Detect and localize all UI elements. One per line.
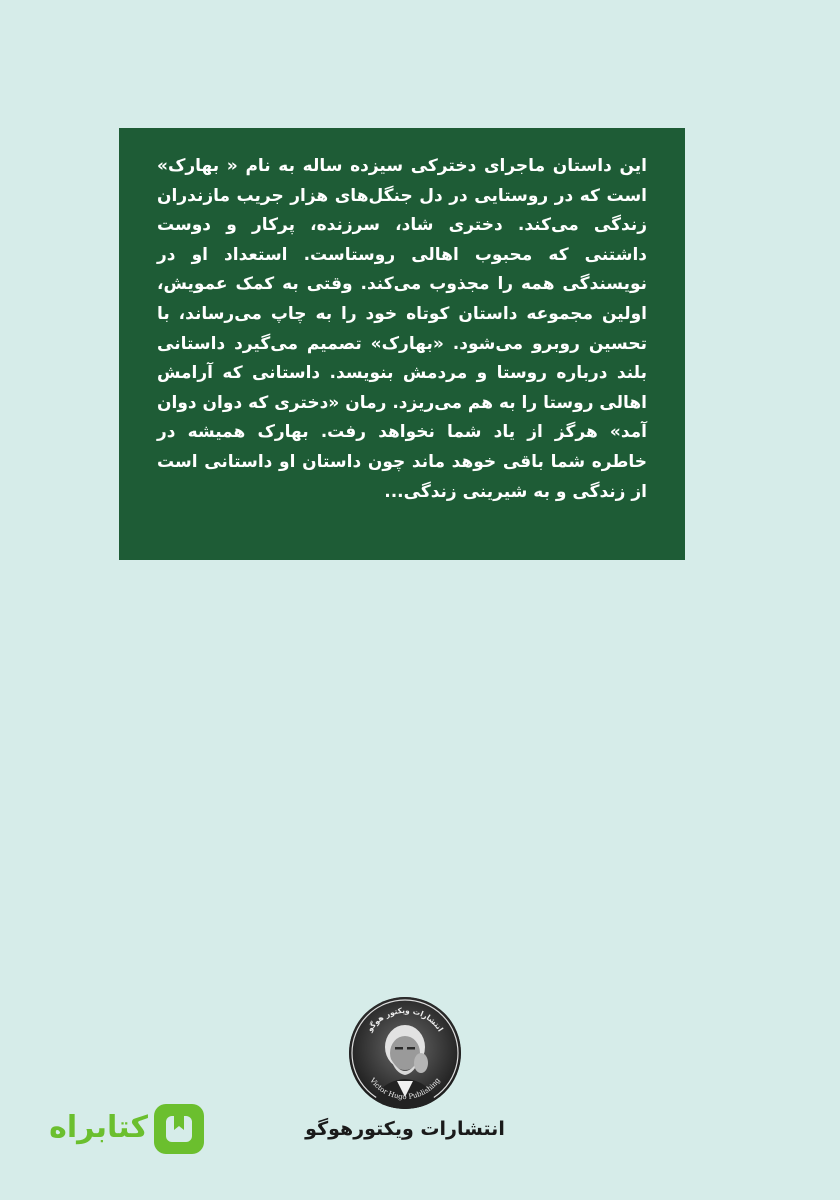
emblem-bottom-text: Victor Hugo Publishing: [368, 1076, 442, 1102]
blurb-box: [119, 128, 685, 560]
store-logo-text: کتابراه: [49, 1110, 148, 1145]
book-description: این داستان ماجرای دخترکی سیزده ساله به نام « بهارک» است که در روستایی در دل جنگل‌های هزار جریب مازندران زندگی می‌کند. دختری شاد، سرزنده، پرکار و دوست داشتنی که محبوب اهالی روستاست. استعداد او در نویسندگی همه را مجذوب می‌کند. وقتی به کمک عمویش، اولین مجموعه داستان کوتاه خود را به چاپ می‌رساند، با تحسین روبرو می‌شود. «بهارک» تصمیم می‌گیرد داستانی بلند درباره روستا و مردمش بنویسد. داستانی که آرامش اهالی روستا را به هم می‌ریزد. رمان «دختری که دوان دوان آمد» هرگز از یاد شما نخواهد رفت. بهارک همیشه در خاطره شما باقی خوهد ماند چون داستان او داستانی است از زندگی و به شیرینی زندگی...: [157, 156, 647, 502]
store-logo: [38, 1100, 218, 1160]
emblem-top-text: انتشارات ویکتور هوگو: [365, 1005, 445, 1034]
publisher-name: انتشارات ویکتورهوگو: [305, 1118, 505, 1140]
publisher-emblem: [349, 997, 461, 1109]
bookmark-logo-icon: [150, 1100, 208, 1158]
publisher-portrait-icon: [349, 997, 461, 1109]
